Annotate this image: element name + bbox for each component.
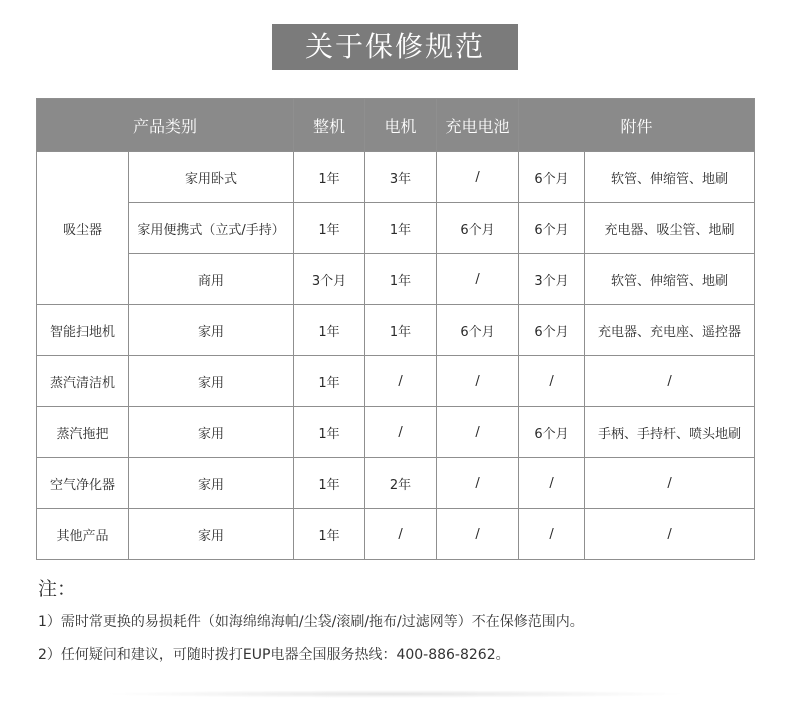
note-item: 2）任何疑问和建议，可随时拨打EUP电器全国服务热线：400-886-8262。 — [38, 647, 510, 663]
motor-cell: 1年 — [365, 305, 437, 356]
battery-cell: / — [437, 407, 519, 458]
table-row — [37, 152, 755, 203]
notes-section — [38, 574, 584, 677]
accessory-items-cell: 充电器、吸尘管、地刷 — [585, 203, 755, 254]
category-cell: 吸尘器 — [37, 152, 129, 305]
accessory-items-cell: / — [585, 458, 755, 509]
notes-title: 注： — [38, 578, 77, 600]
type-cell: 家用 — [129, 458, 294, 509]
category-cell: 空气净化器 — [37, 458, 129, 509]
table-row — [37, 203, 755, 254]
table-row — [37, 305, 755, 356]
table-row — [37, 356, 755, 407]
type-cell: 家用 — [129, 509, 294, 560]
motor-cell: 2年 — [365, 458, 437, 509]
battery-cell: 6个月 — [437, 203, 519, 254]
whole-unit-cell: 1年 — [294, 407, 365, 458]
category-cell: 智能扫地机 — [37, 305, 129, 356]
battery-cell: / — [437, 254, 519, 305]
type-cell: 家用 — [129, 407, 294, 458]
accessory-period-cell: 3个月 — [519, 254, 585, 305]
table-row — [37, 254, 755, 305]
type-cell: 家用 — [129, 305, 294, 356]
motor-cell: 3年 — [365, 152, 437, 203]
accessory-items-cell: 软管、伸缩管、地刷 — [585, 152, 755, 203]
note-item: 1）需时常更换的易损耗件（如海绵绵海帕/尘袋/滚刷/拖布/过滤网等）不在保修范围内。 — [38, 614, 584, 630]
accessory-period-cell: 6个月 — [519, 152, 585, 203]
motor-cell: / — [365, 509, 437, 560]
motor-cell: 1年 — [365, 254, 437, 305]
category-cell: 其他产品 — [37, 509, 129, 560]
whole-unit-cell: 1年 — [294, 356, 365, 407]
battery-cell: 6个月 — [437, 305, 519, 356]
type-cell: 家用卧式 — [129, 152, 294, 203]
table-row — [37, 407, 755, 458]
table-header-row — [37, 99, 755, 152]
accessory-period-cell: / — [519, 509, 585, 560]
bottom-shadow-divider — [100, 690, 690, 698]
header-category: 产品类别 — [37, 99, 294, 152]
whole-unit-cell: 1年 — [294, 509, 365, 560]
accessory-period-cell: / — [519, 458, 585, 509]
battery-cell: / — [437, 509, 519, 560]
accessory-items-cell: 手柄、手持杆、喷头地刷 — [585, 407, 755, 458]
accessory-items-cell: 充电器、充电座、遥控器 — [585, 305, 755, 356]
header-whole-unit: 整机 — [294, 99, 365, 152]
type-cell: 家用便携式（立式/手持） — [129, 203, 294, 254]
type-cell: 家用 — [129, 356, 294, 407]
whole-unit-cell: 1年 — [294, 203, 365, 254]
category-cell: 蒸汽拖把 — [37, 407, 129, 458]
accessory-period-cell: / — [519, 356, 585, 407]
title-wrapper — [0, 24, 790, 70]
whole-unit-cell: 1年 — [294, 305, 365, 356]
accessory-items-cell: 软管、伸缩管、地刷 — [585, 254, 755, 305]
battery-cell: / — [437, 458, 519, 509]
accessory-period-cell: 6个月 — [519, 305, 585, 356]
accessory-items-cell: / — [585, 509, 755, 560]
motor-cell: / — [365, 356, 437, 407]
page-title: 关于保修规范 — [272, 24, 518, 70]
whole-unit-cell: 3个月 — [294, 254, 365, 305]
header-accessories: 附件 — [519, 99, 755, 152]
category-cell: 蒸汽清洁机 — [37, 356, 129, 407]
motor-cell: 1年 — [365, 203, 437, 254]
warranty-table — [36, 98, 755, 560]
whole-unit-cell: 1年 — [294, 152, 365, 203]
battery-cell: / — [437, 152, 519, 203]
table-row — [37, 509, 755, 560]
accessory-items-cell: / — [585, 356, 755, 407]
header-battery: 充电电池 — [437, 99, 519, 152]
battery-cell: / — [437, 356, 519, 407]
header-motor: 电机 — [365, 99, 437, 152]
motor-cell: / — [365, 407, 437, 458]
accessory-period-cell: 6个月 — [519, 203, 585, 254]
whole-unit-cell: 1年 — [294, 458, 365, 509]
table-row — [37, 458, 755, 509]
accessory-period-cell: 6个月 — [519, 407, 585, 458]
type-cell: 商用 — [129, 254, 294, 305]
